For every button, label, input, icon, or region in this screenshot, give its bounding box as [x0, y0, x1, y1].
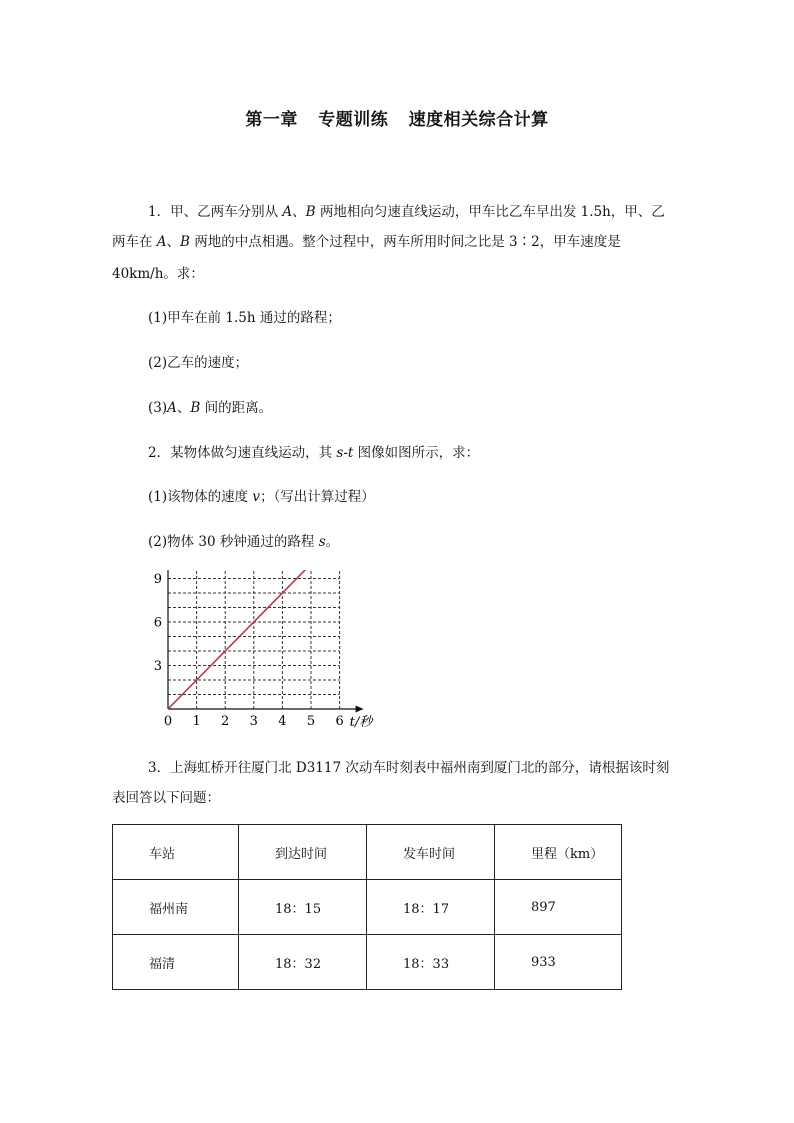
x-tick-label: 5	[306, 714, 316, 729]
table-header-row	[113, 825, 622, 880]
st-graph	[150, 570, 390, 735]
q1-sub3: (3)A、B 间的距离。	[148, 400, 273, 416]
table-cell: 福清	[113, 935, 239, 990]
x-tick-label: 1	[192, 714, 201, 729]
q3-line1: 3．上海虹桥开往厦门北 D3117 次动车时刻表中福州南到厦门北的部分，请根据该时刻	[148, 760, 670, 776]
table-cell: 18：15	[239, 880, 367, 935]
q1-line1: 1．甲、乙两车分别从 A、B 两地相向匀速直线运动，甲车比乙车早出发 1.5h，甲、乙	[148, 204, 665, 220]
table-cell: 933	[495, 935, 622, 990]
header-cell: 里程（km）	[495, 825, 622, 880]
x-axis-label: t/秒	[349, 715, 373, 730]
table-cell: 18：17	[367, 880, 495, 935]
x-tick-label: 6	[335, 714, 344, 729]
header-cell: 车站	[113, 825, 239, 880]
table-row	[113, 880, 622, 935]
q3-line2: 表回答以下问题：	[112, 790, 220, 806]
q1-line3: 40km/h。求：	[112, 266, 204, 282]
y-tick-label: 9	[153, 572, 162, 587]
header-cell: 发车时间	[367, 825, 495, 880]
table-cell: 18：32	[239, 935, 367, 990]
q1-sub2: (2)乙车的速度；	[148, 355, 249, 371]
x-tick-label: 2	[221, 714, 230, 729]
header-cell: 到达时间	[239, 825, 367, 880]
topic-label: 专题训练	[318, 110, 389, 130]
timetable	[112, 824, 622, 990]
q1-sub1: (1)甲车在前 1.5h 通过的路程；	[148, 310, 341, 326]
q2-sub2: (2)物体 30 秒钟通过的路程 s。	[148, 534, 340, 550]
q2-sub1: (1)该物体的速度 v；（写出计算过程）	[148, 489, 375, 505]
q2-line1: 2．某物体做匀速直线运动，其 s-t 图像如图所示，求：	[148, 445, 480, 461]
y-tick-label: 3	[153, 659, 162, 674]
x-tick-label: 3	[249, 714, 258, 729]
table-row	[113, 935, 622, 990]
table-cell: 897	[495, 880, 622, 935]
subject-label: 速度相关综合计算	[408, 110, 549, 130]
q1-line2: 两车在 A、B 两地的中点相遇。整个过程中，两车所用时间之比是 3∶2，甲车速度是	[112, 234, 621, 250]
y-tick-label: 6	[153, 615, 162, 631]
chapter-label: 第一章	[245, 110, 298, 130]
x-axis-arrow	[356, 706, 364, 713]
table-cell: 18：33	[367, 935, 495, 990]
x-tick-label: 4	[278, 714, 287, 729]
x-tick-label: 0	[163, 714, 173, 729]
page-title	[0, 105, 794, 130]
table-cell: 福州南	[113, 880, 239, 935]
